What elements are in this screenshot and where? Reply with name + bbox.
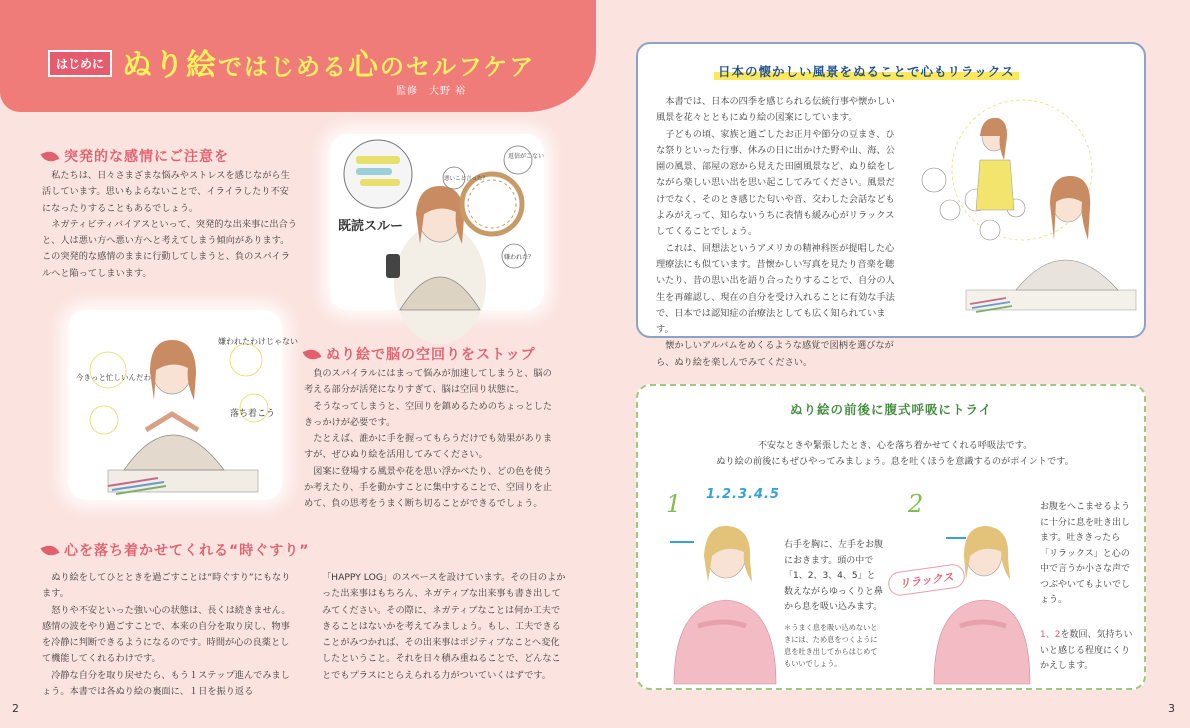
speech-said-bad: 悪いこと言った？ bbox=[444, 176, 489, 182]
breathing-intro: 不安なときや緊張したとき、心を落ち着かせてくれる呼吸法です。 ぬり絵の前後にもぜひやってみましょう。息を吐くほうを意識するのがポイントです。 bbox=[716, 440, 1074, 467]
label-read-ignored: 既読スルー bbox=[338, 219, 404, 234]
page-title: ぬり絵ではじめる心のセルフケア bbox=[122, 48, 536, 83]
illustration-calm-woman bbox=[68, 310, 298, 500]
nostalgia-box-title: 日本の懐かしい風景をぬることで心もリラックス bbox=[714, 62, 1019, 80]
page-number-left: 2 bbox=[12, 702, 19, 715]
leaf-icon bbox=[41, 148, 60, 164]
section-3-col2: 「HAPPY LOG」のスペースを設けています。その日のよかった出来事はもちろん、ネガティブな出来事も書き出してみてください。その際に、ネガティブなことは何か工夫できることはないかを考えてみましょう。もし、工夫できることがみつかれば、その出来事はポジティブなことへ変化したということ。それを日々積み重ねることで、どんなことでもプラスにとらえられる力がついていくはずです。 bbox=[322, 572, 566, 681]
note-busy-now: 今きっと忙しいんだわ bbox=[76, 373, 151, 382]
section-2-body: 負のスパイラルにはまって悩みが加速してしまうと、脳の考える部分が活発になりすぎて、脳は空回り状態に。 そうなってしまうと、空回りを鎮めるためのちょっとしたきっかけが必要です。 たとえば、誰かに手を握ってもらうだけでも効果がありますが、ぜひぬり絵を活用してみてください。 図案に登場する風景や花を思い浮かべたり、どの色を使うか考えたり、手を動かすことに集中することで、空回りを止めて、負の思考をうまく断ち切ることができるでしょう。 bbox=[304, 368, 553, 510]
section-heading-2: ぬり絵で脳の空回りをストップ bbox=[304, 344, 536, 364]
step-1-number: 1 bbox=[666, 490, 682, 518]
note-calm-down: 落ち着こう bbox=[230, 409, 276, 419]
leaf-icon bbox=[41, 542, 60, 558]
dandelion-memory-illustration bbox=[906, 90, 1138, 326]
phone-worry-svg bbox=[330, 134, 544, 310]
section-heading-1: 突発的な感情にご注意を bbox=[42, 146, 229, 166]
speech-reply-none: 返信がこない bbox=[508, 153, 545, 160]
illustration-phone-worry bbox=[330, 134, 544, 310]
step-2-tail: 1、2を数回、気持ちいいと感じる程度にくりかえします。 bbox=[1040, 630, 1133, 671]
intro-badge: はじめに bbox=[48, 50, 112, 77]
relax-bubble: リラックス bbox=[887, 563, 966, 597]
nostalgia-body: 本書では、日本の四季を感じられる伝統行事や懐かしい風景を花々とともにぬり絵の図案にしています。 子どもの頃、家族と過ごしたお正月や節分の豆まき、ひな祭りといった行事、休みの日に出かけた野や山、海、公園の風景、部屋の窓から見えた田園風景など、ぬり絵をしながら楽しい思い出を思い起こしてみてください。風景だけでなく、そのとき感じた匂いや音、交わした会話などもよみがえって、知らないうちに表情も緩み心がリラックスしてくることでしょう。 これは、回想法というアメリカの精神科医が提唱した心理療法にも似ています。昔懐かしい写真を見たり音楽を聴いたり、昔の思い出を語り合ったりすることで、自分の人生を再確認し、現在の自分を受け入れることに有効な手法で、日本では認知症の治療法としても広く知られています。 懐かしいアルバムをめくるような感覚で図柄を選びながら、ぬり絵を楽しんでみてください。 bbox=[656, 96, 895, 368]
calm-woman-svg bbox=[68, 310, 298, 500]
count-bubble: 1.2.3.4.5 bbox=[706, 487, 780, 502]
step-1-note: ＊うまく息を吸い込めないときには、ため息をつくように息を吐き出してからはじめてもいいでしょう。 bbox=[784, 623, 878, 668]
leaf-icon bbox=[303, 346, 322, 362]
section-heading-3: 心を落ち着かせてくれる“時ぐすり” bbox=[42, 540, 309, 560]
woman-inhale-illustration bbox=[664, 508, 782, 684]
step-2-number: 2 bbox=[908, 490, 924, 518]
step-2-text: お腹をへこませるように十分に息を吐き出します。吐ききったら「リラックス」と心の中で言うか小さな声でつぶやいてもよいでしょう。 bbox=[1040, 502, 1131, 605]
page-number-right: 3 bbox=[1168, 702, 1175, 715]
step-1-text: 右手を胸に、左手をお腹におきます。頭の中で「1、2、3、4、5」と数えながらゆっくりと鼻から息を吸い込みます。 bbox=[784, 540, 884, 612]
woman-exhale-illustration bbox=[930, 504, 1034, 684]
breathing-box-title: ぬり絵の前後に腹式呼吸にトライ bbox=[790, 402, 993, 417]
section-3-col1: ぬり絵をしてひとときを過ごすことは“時ぐすり”にもなります。 怒りや不安といった強い心の状態は、長くは続きません。感情の波をやり過ごすことで、本来の自分を取り戻し、物事を冷静に判断できるようになるのです。時間が心の良薬として機能してくれるわけです。 冷静な自分を取り戻せたら、もう１ステップ進んでみましょう。本書では各ぬり絵の裏面に、１日を振り返る bbox=[42, 572, 291, 698]
section-1-body: 私たちは、日々さまざまな悩みやストレスを感じながら生活しています。思いもよらないことで、イライラしたり不安になったりすることもあるでしょう。 ネガティビティバイアスといって、突発的な出来事に出合うと、人は悪い方へ悪い方へと考えてしまう傾向があります。この突発的な感情のままに行動してしまうと、負のスパイラルへと陥ってしまいます。 bbox=[42, 170, 297, 279]
note-not-disliked: 嫌われたわけじゃない bbox=[218, 337, 298, 346]
speech-disliked: 嫌われた？ bbox=[504, 254, 535, 261]
supervisor-credit: 監修 大野 裕 bbox=[396, 86, 467, 97]
